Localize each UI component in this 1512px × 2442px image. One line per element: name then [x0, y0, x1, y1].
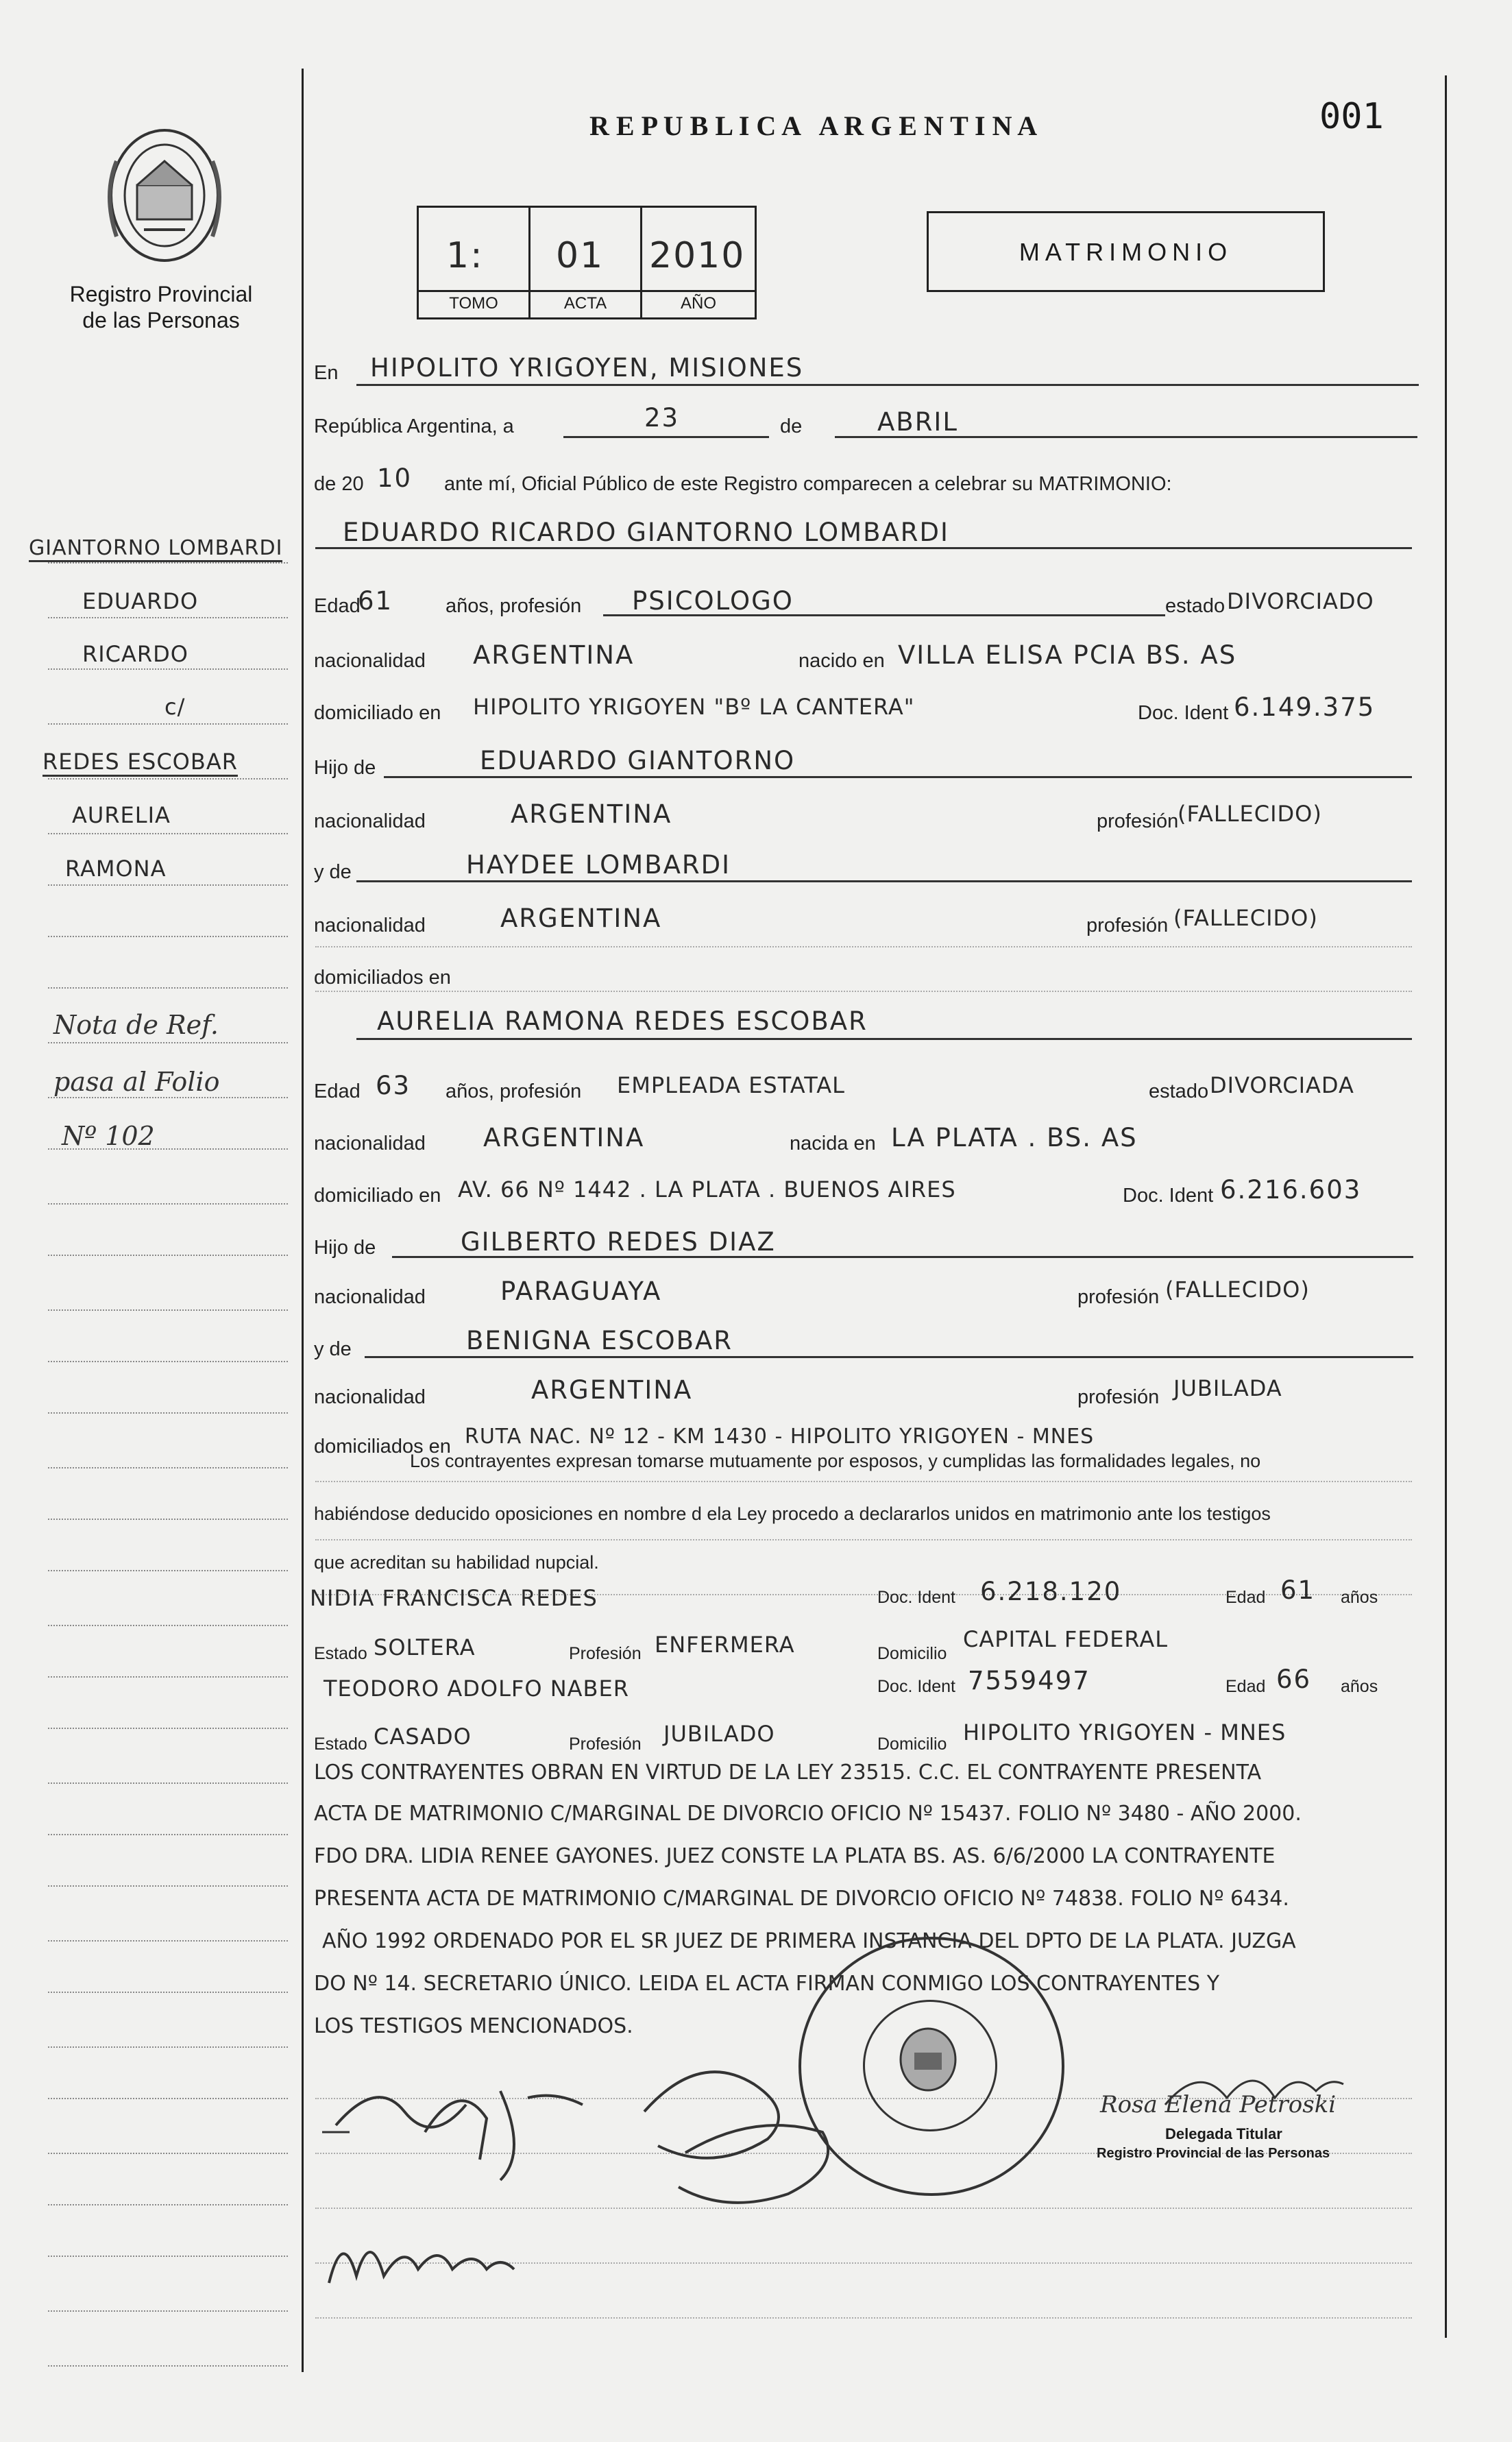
groom-domicilio: HIPOLITO YRIGOYEN "Bº LA CANTERA"	[473, 694, 915, 720]
witness2-prof: JUBILADO	[663, 1721, 775, 1747]
bride-padre-prof: (FALLECIDO)	[1165, 1277, 1310, 1303]
groom-nacido: VILLA ELISA PCIA BS. AS	[898, 640, 1237, 670]
bride-nacionalidad-label: nacionalidad	[314, 1133, 426, 1154]
groom-padre: EDUARDO GIANTORNO	[480, 746, 796, 775]
place-value: HIPOLITO YRIGOYEN, MISIONES	[370, 353, 804, 383]
groom-domicilio-label: domiciliado en	[314, 702, 441, 724]
witness1-edad-label: Edad	[1226, 1588, 1266, 1607]
bride-estado: DIVORCIADA	[1210, 1072, 1354, 1098]
bride-yde-label: y de	[314, 1338, 352, 1360]
bride-domicilio-label: domiciliado en	[314, 1185, 441, 1207]
witness1-name: NIDIA FRANCISCA REDES	[310, 1585, 598, 1611]
groom-padre-prof: (FALLECIDO)	[1178, 801, 1322, 827]
bride-domicilio: AV. 66 Nº 1442 . LA PLATA . BUENOS AIRES	[458, 1176, 956, 1202]
margin-groom-name2: RICARDO	[82, 641, 188, 667]
observation-line-3: FDO DRA. LIDIA RENEE GAYONES. JUEZ CONSTE LA PLATA BS. AS. 6/6/2000 LA CONTRAYENTE	[314, 1844, 1276, 1868]
bride-madre-nac-label: nacionalidad	[314, 1386, 426, 1408]
officer-title: Delegada Titular	[1165, 2125, 1282, 2142]
observation-line-2: ACTA DE MATRIMONIO C/MARGINAL DE DIVORCIO OFICIO Nº 15437. FOLIO Nº 3480 - AÑO 2000.	[314, 1802, 1302, 1826]
witness2-dom-label: Domicilio	[877, 1734, 947, 1754]
bride-domiciliados: RUTA NAC. Nº 12 - KM 1430 - HIPOLITO YRIGOYEN - MNES	[465, 1425, 1095, 1449]
officer-signature-name: Rosa Elena Petroski	[1100, 2091, 1337, 2118]
groom-madre-nac-label: nacionalidad	[314, 915, 426, 936]
groom-nacionalidad: ARGENTINA	[473, 640, 635, 670]
groom-edad-label: Edad	[314, 595, 361, 617]
margin-note-line2: pasa al Folio	[53, 1067, 220, 1097]
observation-line-5: AÑO 1992 ORDENADO POR EL SR JUEZ DE PRIMERA INSTANCIA DEL DPTO DE LA PLATA. JUZGA	[322, 1929, 1296, 1953]
bride-padre-nac-label: nacionalidad	[314, 1286, 426, 1308]
bride-madre-nac: ARGENTINA	[531, 1375, 693, 1405]
witness2-anos-label: años	[1341, 1677, 1378, 1696]
witness1-estado: SOLTERA	[374, 1634, 476, 1660]
declaration-line2: habiéndose deducido oposiciones en nombre d ela Ley procedo a declararlos unidos en matrimonio ante los testigos	[314, 1503, 1271, 1524]
witness2-edad: 66	[1276, 1665, 1312, 1694]
groom-padre-nac: ARGENTINA	[511, 799, 672, 829]
anio-label: AÑO	[680, 294, 716, 313]
witness2-doc: 7559497	[968, 1666, 1090, 1695]
misiones-crest-icon	[96, 120, 233, 271]
witness2-doc-label: Doc. Ident	[877, 1677, 955, 1696]
year-prefix: de 20	[314, 473, 364, 495]
bride-estado-label: estado	[1149, 1080, 1209, 1102]
witness2-estado: CASADO	[374, 1724, 472, 1750]
year-suffix: 10	[377, 463, 413, 493]
margin-note-line3: Nº 102	[62, 1121, 155, 1151]
margin-note-line1: Nota de Ref.	[53, 1010, 219, 1040]
bride-madre-prof-label: profesión	[1077, 1386, 1160, 1408]
signature-bride	[617, 2029, 864, 2221]
margin-bride-name2: RAMONA	[65, 856, 167, 882]
ante-text: ante mí, Oficial Público de este Registro comparecen a celebrar su MATRIMONIO:	[444, 473, 1172, 495]
bride-doc-label: Doc. Ident	[1123, 1185, 1214, 1207]
groom-madre-prof: (FALLECIDO)	[1173, 905, 1318, 931]
bride-nacida: LA PLATA . BS. AS	[891, 1123, 1138, 1152]
observation-line-7: LOS TESTIGOS MENCIONADOS.	[314, 2014, 633, 2038]
bride-full-name: AURELIA RAMONA REDES ESCOBAR	[377, 1006, 868, 1036]
observation-line-6: DO Nº 14. SECRETARIO ÚNICO. LEIDA EL ACTA FIRMAN CONMIGO LOS CONTRAYENTES Y	[314, 1972, 1220, 1996]
witness1-prof-label: Profesión	[569, 1644, 642, 1663]
bride-padre-nac: PARAGUAYA	[500, 1277, 662, 1306]
witness2-name: TEODORO ADOLFO NABER	[324, 1676, 629, 1702]
witness1-dom-label: Domicilio	[877, 1644, 947, 1663]
margin-conj: c/	[164, 694, 186, 720]
groom-profesion-label: años, profesión	[446, 595, 582, 617]
groom-estado-label: estado	[1165, 595, 1226, 617]
officer-registry: Registro Provincial de las Personas	[1097, 2146, 1330, 2161]
groom-hijo-label: Hijo de	[314, 757, 376, 779]
margin-groom-surname: GIANTORNO LOMBARDI	[29, 536, 282, 562]
witness1-anos-label: años	[1341, 1588, 1378, 1607]
month-value: ABRIL	[877, 407, 958, 437]
registry-name-line2: de las Personas	[82, 308, 240, 333]
groom-madre-nac: ARGENTINA	[500, 904, 662, 933]
observation-line-1: LOS CONTRAYENTES OBRAN EN VIRTUD DE LA LEY 23515. C.C. EL CONTRAYENTE PRESENTA	[314, 1761, 1262, 1785]
witness1-doc-label: Doc. Ident	[877, 1588, 955, 1607]
groom-full-name: EDUARDO RICARDO GIANTORNO LOMBARDI	[343, 518, 949, 547]
bride-hijo-label: Hijo de	[314, 1237, 376, 1259]
record-type: MATRIMONIO	[1019, 238, 1233, 266]
groom-doc: 6.149.375	[1234, 692, 1376, 722]
witness1-doc: 6.218.120	[980, 1577, 1122, 1606]
registry-name	[41, 281, 281, 333]
bride-domiciliados-label: domiciliados en	[314, 1436, 451, 1458]
record-number-box	[417, 206, 757, 319]
bride-nacida-label: nacida en	[790, 1133, 876, 1154]
witness1-estado-label: Estado	[314, 1644, 367, 1663]
groom-estado: DIVORCIADO	[1227, 588, 1374, 614]
witness2-edad-label: Edad	[1226, 1677, 1266, 1696]
observation-line-4: PRESENTA ACTA DE MATRIMONIO C/MARGINAL DE DIVORCIO OFICIO Nº 74838. FOLIO Nº 6434.	[314, 1887, 1289, 1911]
groom-domiciliados-label: domiciliados en	[314, 967, 451, 989]
margin-bride-name1: AURELIA	[72, 802, 171, 828]
right-margin-rule	[1445, 75, 1447, 2338]
day-value: 23	[644, 403, 680, 433]
groom-padre-nac-label: nacionalidad	[314, 810, 426, 832]
margin-groom-name1: EDUARDO	[82, 588, 199, 614]
groom-doc-label: Doc. Ident	[1138, 702, 1229, 724]
acta-label: ACTA	[563, 294, 607, 313]
bride-madre-prof: JUBILADA	[1173, 1375, 1282, 1401]
tomo-value: 1:	[446, 235, 484, 276]
record-type-box	[927, 211, 1325, 292]
bride-padre-prof-label: profesión	[1077, 1286, 1160, 1308]
bride-padre: GILBERTO REDES DIAZ	[461, 1227, 776, 1257]
groom-madre-prof-label: profesión	[1086, 915, 1169, 936]
signature-witness	[315, 2201, 535, 2310]
groom-padre-prof-label: profesión	[1097, 810, 1179, 832]
bride-edad: 63	[376, 1071, 411, 1100]
witness2-estado-label: Estado	[314, 1734, 367, 1754]
groom-profesion: PSICOLOGO	[632, 586, 794, 616]
country-title: R E P U B L I C A A R G E N T I N A	[589, 110, 1038, 141]
tomo-label: TOMO	[449, 294, 498, 313]
acta-value: 01	[556, 235, 605, 276]
witness1-edad: 61	[1280, 1575, 1316, 1605]
groom-nacionalidad-label: nacionalidad	[314, 650, 426, 672]
witness1-prof: ENFERMERA	[655, 1632, 795, 1658]
groom-yde-label: y de	[314, 861, 352, 883]
signature-groom	[322, 2050, 610, 2187]
witness2-dom: HIPOLITO YRIGOYEN - MNES	[963, 1719, 1287, 1745]
de-label: de	[780, 415, 803, 437]
groom-nacido-label: nacido en	[798, 650, 885, 672]
groom-edad: 61	[358, 586, 393, 616]
groom-madre: HAYDEE LOMBARDI	[466, 850, 731, 880]
en-label: En	[314, 362, 339, 384]
witness1-dom: CAPITAL FEDERAL	[963, 1626, 1169, 1652]
margin-bride-surname: REDES ESCOBAR	[42, 749, 238, 777]
bride-madre: BENIGNA ESCOBAR	[466, 1326, 733, 1355]
witness2-prof-label: Profesión	[569, 1734, 642, 1754]
bride-nacionalidad: ARGENTINA	[483, 1123, 645, 1152]
bride-edad-label: Edad	[314, 1080, 361, 1102]
registry-name-line1: Registro Provincial	[69, 282, 253, 306]
anio-value: 2010	[649, 235, 746, 276]
bride-doc: 6.216.603	[1220, 1175, 1362, 1205]
bride-profesion: EMPLEADA ESTATAL	[617, 1072, 845, 1098]
page-number: 001	[1319, 96, 1384, 137]
republica-label: República Argentina, a	[314, 415, 514, 437]
declaration-line1: Los contrayentes expresan tomarse mutuamente por esposos, y cumplidas las formalidades legales, no	[410, 1451, 1261, 1471]
left-margin-rule	[302, 69, 304, 2372]
declaration-line3: que acreditan su habilidad nupcial.	[314, 1552, 599, 1573]
bride-profesion-label: años, profesión	[446, 1080, 582, 1102]
